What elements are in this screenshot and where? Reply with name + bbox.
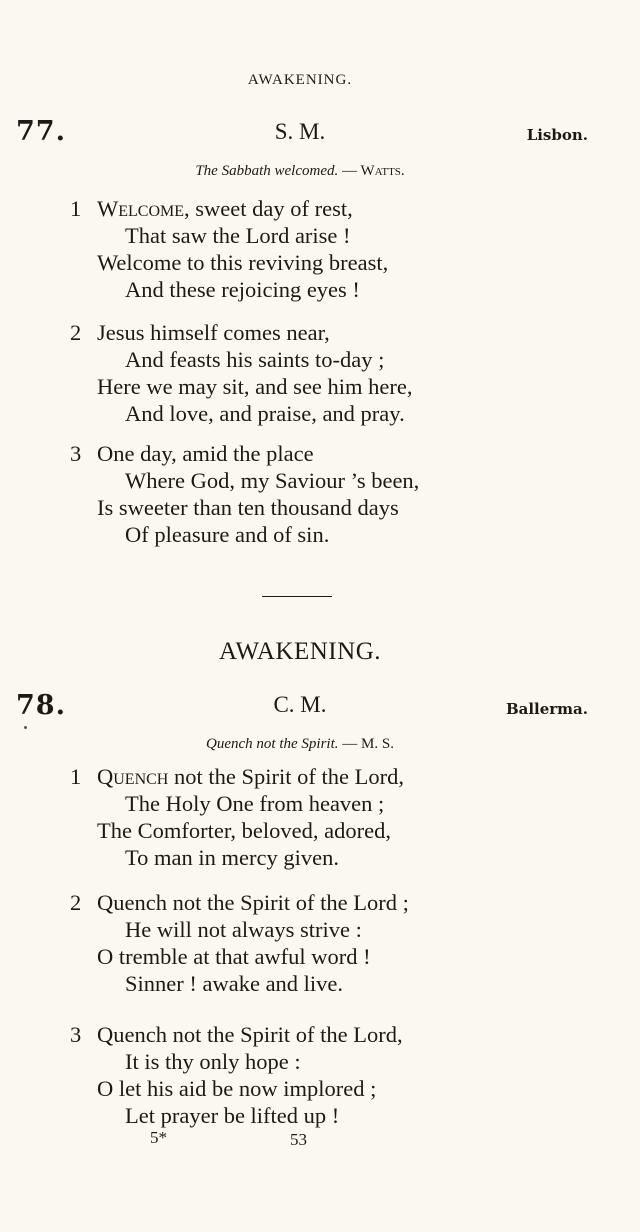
hymn-77-meter: S. M. (274, 119, 326, 144)
hymn-78-number: 78. (16, 690, 66, 721)
hymn-78-subtitle-title: Quench not the Spirit. (206, 736, 339, 752)
verse-line: And these rejoicing eyes ! (125, 277, 360, 302)
verse-line: To man in mercy given. (125, 845, 339, 870)
verse-line (97, 196, 353, 222)
hymn-77-subtitle (0, 163, 600, 180)
verse-line: Where God, my Saviour ’s been, (125, 468, 420, 493)
section-heading: AWAKENING. (219, 638, 381, 665)
hymn-78-meter: C. M. (273, 692, 327, 717)
stanza-number: 1 (70, 764, 82, 789)
verse-line: The Comforter, beloved, adored, (97, 818, 391, 843)
verse-line: Welcome to this reviving breast, (97, 250, 389, 275)
hymn-78-subtitle-author: — M. S. (342, 736, 394, 752)
verse-first-word: Quench (97, 764, 169, 789)
verse-line: The Holy One from heaven ; (125, 791, 385, 816)
verse-line: O tremble at that awful word ! (97, 944, 371, 969)
verse-line: One day, amid the place (97, 441, 314, 466)
stanza-number: 2 (70, 320, 82, 345)
stanza-number: 2 (70, 890, 82, 915)
signature-mark: 5* (150, 1128, 167, 1147)
verse-line: Of pleasure and of sin. (125, 522, 330, 547)
verse-line: Sinner ! awake and live. (125, 971, 344, 996)
verse-line: It is thy only hope : (125, 1049, 301, 1074)
verse-line: Here we may sit, and see him here, (97, 374, 413, 399)
section-divider (262, 596, 332, 597)
stanza-number: 3 (70, 441, 82, 466)
verse-line-rest: , sweet day of rest, (184, 196, 353, 221)
verse-line: O let his aid be now implored ; (97, 1076, 377, 1101)
hymn-77-subtitle-title: The Sabbath welcomed. (195, 163, 339, 179)
hymn-78-subtitle (0, 736, 600, 753)
stanza-number: 3 (70, 1022, 82, 1047)
verse-line: Jesus himself comes near, (97, 320, 330, 345)
verse-first-word: Welcome (97, 196, 185, 221)
verse-line: Quench not the Spirit of the Lord, (97, 1022, 403, 1047)
page-number: 53 (290, 1130, 307, 1149)
verse-line: He will not always strive : (125, 917, 362, 942)
verse-line (97, 764, 404, 790)
running-head: AWAKENING. (247, 72, 353, 88)
verse-line: Quench not the Spirit of the Lord ; (97, 890, 409, 915)
hymn-78-tune: Ballerma. (505, 700, 588, 718)
verse-line-rest: not the Spirit of the Lord, (168, 764, 404, 789)
verse-line: Let prayer be lifted up ! (125, 1103, 340, 1128)
ink-speck (24, 726, 27, 729)
verse-line: And feasts his saints to-day ; (125, 347, 385, 372)
hymn-77-number: 77. (16, 116, 66, 147)
verse-line: Is sweeter than ten thousand days (97, 495, 399, 520)
hymn-77-tune: Lisbon. (526, 126, 588, 144)
stanza-number: 1 (70, 196, 82, 221)
hymn-77-subtitle-author: — Watts. (341, 163, 405, 179)
verse-line: And love, and praise, and pray. (125, 401, 405, 426)
verse-line: That saw the Lord arise ! (125, 223, 351, 248)
